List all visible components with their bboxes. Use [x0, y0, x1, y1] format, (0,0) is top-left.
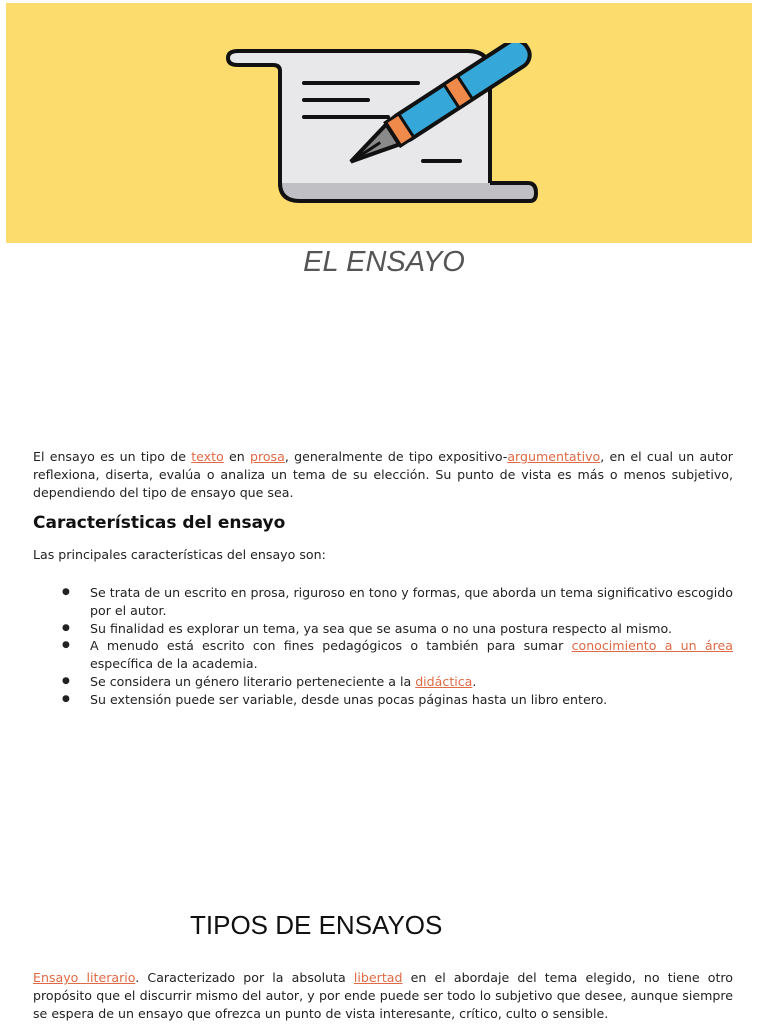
characteristics-heading: Características del ensayo	[33, 513, 286, 533]
link-prosa[interactable]: prosa	[249, 449, 285, 464]
list-item: ● Se considera un género literario perteneciente a la didáctica.	[0, 673, 733, 691]
intro-paragraph: El ensayo es un tipo de texto en prosa, generalmente de tipo expositivo-argumentativo, en el cual un autor reflexiona, diserta, evalúa o analiza un tema de su elección. Su punto de vista es más o menos subjetivo, dependiendo del tipo de ensayo que sea.	[33, 449, 733, 500]
list-item: ● Su finalidad es explorar un tema, ya sea que se asuma o no una postura respecto al mismo.	[0, 620, 733, 638]
list-item: ● Su extensión puede ser variable, desde unas pocas páginas hasta un libro entero.	[0, 691, 733, 709]
scroll-and-fountain-pen-icon	[218, 43, 548, 208]
link-conocimiento[interactable]: conocimiento a un área	[571, 638, 733, 654]
link-texto[interactable]: texto	[191, 449, 224, 464]
characteristics-intro: Las principales características del ensayo son:	[33, 547, 326, 562]
list-item: ● Se trata de un escrito en prosa, riguroso en tono y formas, que aborda un tema significativo escogido por el autor.	[0, 584, 733, 620]
characteristics-list	[0, 584, 733, 709]
link-libertad[interactable]: libertad	[353, 970, 403, 985]
link-didactica[interactable]: didáctica	[415, 673, 473, 689]
link-argumentativo[interactable]: argumentativo	[507, 449, 601, 464]
list-item: ● A menudo está escrito con fines pedagógicos o también para sumar conocimiento a un área específica de la academia.	[0, 637, 733, 673]
page-title: EL ENSAYO	[303, 246, 465, 278]
link-ensayo-literario[interactable]: Ensayo literario	[33, 970, 136, 985]
header-banner	[6, 3, 752, 243]
types-heading: TIPOS DE ENSAYOS	[190, 910, 443, 940]
types-paragraph: Ensayo literario. Caracterizado por la absoluta libertad en el abordaje del tema elegido, no tiene otro propósito que el discurrir mismo del autor, y por ende puede ser todo lo subjetivo que desee, aunque siempre se espera de un ensayo que ofrezca un punto de vista interesante, crítico, culto o sensible.	[33, 970, 734, 1021]
